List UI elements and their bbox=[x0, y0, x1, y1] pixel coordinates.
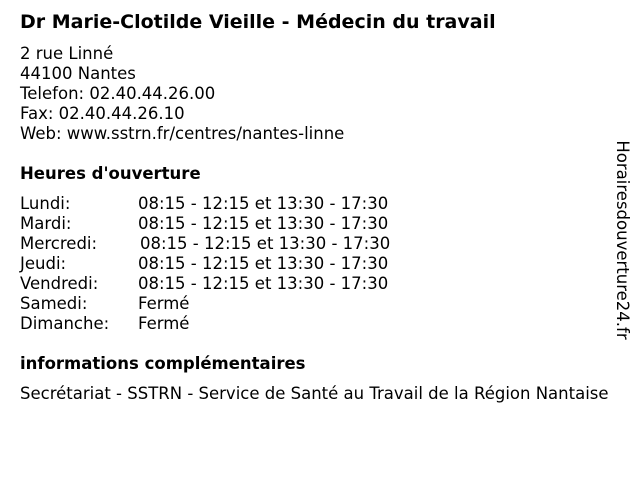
additional-info-heading: informations complémentaires bbox=[20, 354, 306, 373]
site-watermark: Horairesdouverture24.fr bbox=[613, 140, 632, 340]
address-street: 2 rue Linné bbox=[20, 44, 114, 63]
website-link[interactable]: Web: www.sstrn.fr/centres/nantes-linne bbox=[20, 124, 345, 143]
day-hours: Fermé bbox=[138, 314, 190, 333]
phone-number: Telefon: 02.40.44.26.00 bbox=[20, 84, 216, 103]
day-hours: 08:15 - 12:15 et 13:30 - 17:30 bbox=[138, 254, 389, 273]
day-label: Vendredi: bbox=[20, 274, 99, 293]
day-hours: 08:15 - 12:15 et 13:30 - 17:30 bbox=[140, 234, 391, 253]
day-label: Lundi: bbox=[20, 194, 71, 213]
day-hours: Fermé bbox=[138, 294, 190, 313]
page-title: Dr Marie-Clotilde Vieille - Médecin du travail bbox=[20, 11, 496, 33]
contact-block bbox=[20, 44, 344, 144]
day-label: Samedi: bbox=[20, 294, 88, 313]
day-label: Dimanche: bbox=[20, 314, 110, 333]
day-label: Mercredi: bbox=[20, 234, 98, 253]
day-label: Mardi: bbox=[20, 214, 72, 233]
additional-info-text: Secrétariat - SSTRN - Service de Santé au Travail de la Région Nantaise bbox=[20, 384, 609, 403]
day-hours: 08:15 - 12:15 et 13:30 - 17:30 bbox=[138, 274, 389, 293]
day-hours: 08:15 - 12:15 et 13:30 - 17:30 bbox=[138, 214, 389, 233]
opening-hours-heading: Heures d'ouverture bbox=[20, 164, 201, 183]
address-city: 44100 Nantes bbox=[20, 64, 136, 83]
day-hours: 08:15 - 12:15 et 13:30 - 17:30 bbox=[138, 194, 389, 213]
day-label: Jeudi: bbox=[20, 254, 67, 273]
fax-number: Fax: 02.40.44.26.10 bbox=[20, 104, 185, 123]
